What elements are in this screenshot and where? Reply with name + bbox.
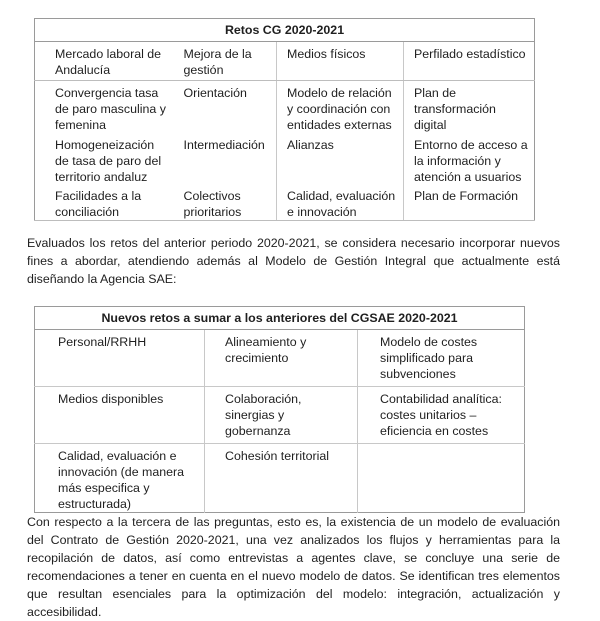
table-cell: Calidad, evaluación e innovación xyxy=(277,185,404,221)
table-row xyxy=(35,185,535,221)
table-cell: Alineamiento y crecimiento xyxy=(205,330,358,387)
table-cell: Modelo de relación y coordinación con entidades externas xyxy=(277,81,404,134)
table-cell: Modelo de costes simplificado para subvenciones xyxy=(358,330,525,387)
intro-paragraph: Evaluados los retos del anterior periodo 2020-2021, se considera necesario incorporar nuevos fines a abordar, atendiendo además al Modelo de Gestión Integral que actualmente está diseñando la Agencia SAE: xyxy=(27,236,560,286)
table-row xyxy=(35,42,535,81)
table-row xyxy=(35,330,525,387)
conclusion-paragraph: Con respecto a la tercera de las preguntas, esto es, la existencia de un modelo de evaluación del Contrato de Gestión 2020-2021, una vez analizados los flujos y herramientas para la recopilación de datos, así como entrevistas a agentes clave, se concluye una serie de recomendaciones a tener en cuenta en el nuevo modelo de datos. Se identifican tres elementos que resultan esenciales para la optimización del modelo: integración, actualización y accesibilidad. xyxy=(27,515,560,619)
table-cell: Medios físicos xyxy=(277,42,404,81)
table-cell: Calidad, evaluación e innovación (de manera más especifica y estructurada) xyxy=(35,444,205,513)
table-cell: Contabilidad analítica: costes unitarios – eficiencia en costes xyxy=(358,387,525,444)
table-cell: Colectivos prioritarios xyxy=(174,185,277,221)
nuevos-retos-table-title: Nuevos retos a sumar a los anteriores del CGSAE 2020-2021 xyxy=(35,307,525,330)
table-cell: Mejora de la gestión xyxy=(174,42,277,81)
table-cell: Intermediación xyxy=(183,138,265,152)
table-cell: Perfilado estadístico xyxy=(404,42,535,81)
table-cell: Alianzas xyxy=(277,133,404,185)
table-cell xyxy=(358,444,525,513)
table-cell: Entorno de acceso a la información y atención a usuarios xyxy=(404,133,535,185)
retos-table xyxy=(34,18,535,221)
table-row xyxy=(35,81,535,134)
table-cell: Medios disponibles xyxy=(35,387,205,444)
table-row xyxy=(35,387,525,444)
table-row xyxy=(35,444,525,513)
table-cell: Mercado laboral de Andalucía xyxy=(35,42,174,81)
retos-table-title: Retos CG 2020-2021 xyxy=(35,19,535,42)
table-cell: Cohesión territorial xyxy=(205,444,358,513)
table-row xyxy=(35,133,535,185)
table-cell: Orientación xyxy=(183,86,247,100)
nuevos-retos-table xyxy=(34,306,525,513)
table-cell: Facilidades a la conciliación xyxy=(35,185,174,221)
table-cell: Personal/RRHH xyxy=(35,330,205,387)
table-cell: Homogeneización de tasa de paro del territorio andaluz xyxy=(55,138,162,184)
table-cell: Convergencia tasa de paro masculina y femenina xyxy=(55,86,166,132)
table-cell: Plan de transformación digital xyxy=(404,81,535,134)
table-cell: Colaboración, sinergias y gobernanza xyxy=(205,387,358,444)
table-cell: Plan de Formación xyxy=(404,185,535,221)
